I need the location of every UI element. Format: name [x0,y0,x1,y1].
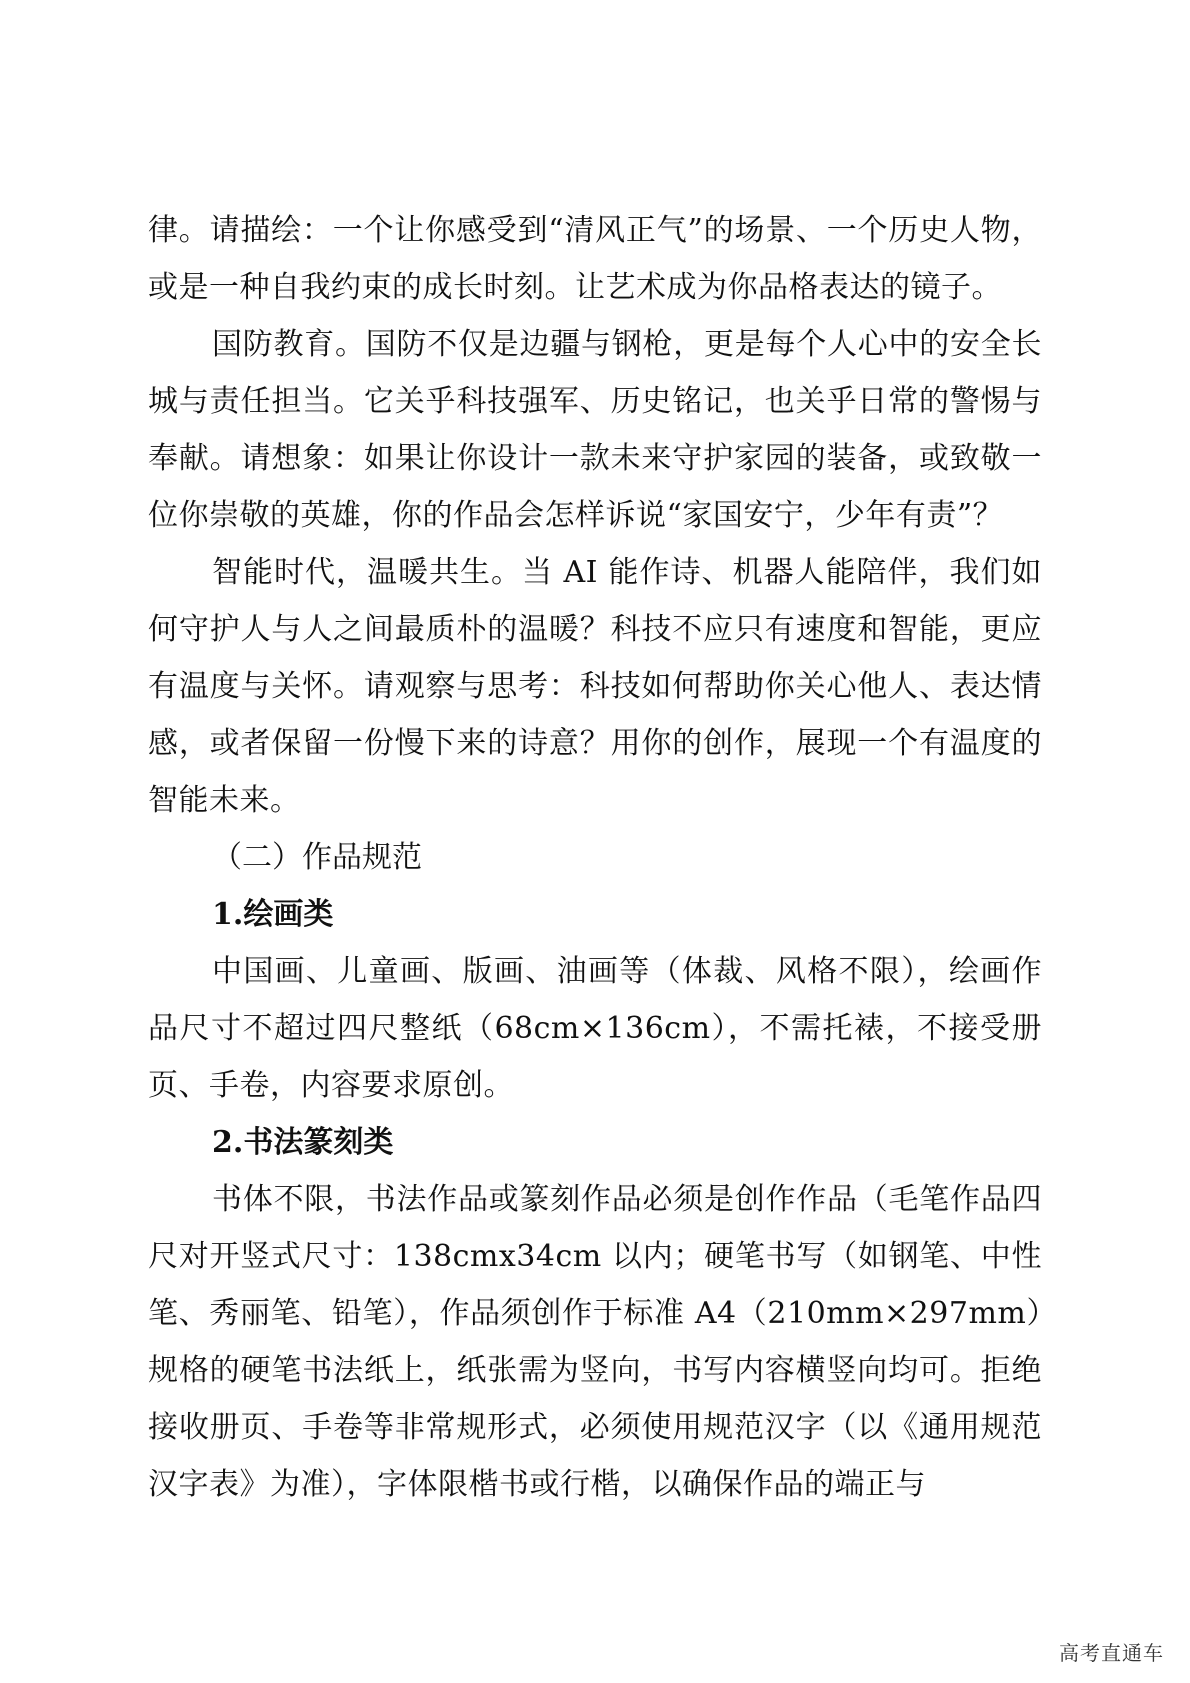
document-body [148,202,1042,1513]
paragraph-national-defense: 国防教育。国防不仅是边疆与钢枪，更是每个人心中的安全长城与责任担当。它关乎科技强军、历史铭记，也关乎日常的警惕与奉献。请想象：如果让你设计一款未来守护家园的装备，或致敬一位你崇敬的英雄，你的作品会怎样诉说“家国安宁，少年有责”？ [148,327,1042,533]
subheading-painting: 1.绘画类 [212,897,334,932]
paragraph-calligraphy: 书体不限，书法作品或篆刻作品必须是创作作品（毛笔作品四尺对开竖式尺寸：138cmx34cm 以内；硬笔书写（如钢笔、中性笔、秀丽笔、铅笔），作品须创作于标准 A4（210mm×297mm）规格的硬笔书法纸上，纸张需为竖向，书写内容横竖向均可。拒绝接收册页、手卷等非常规形式，必须使用规范汉字（以《通用规范汉字表》为准），字体限楷书或行楷，以确保作品的端正与 [148,1182,1042,1502]
paragraph-smart-era: 智能时代，温暖共生。当 AI 能作诗、机器人能陪伴，我们如何守护人与人之间最质朴的温暖？科技不应只有速度和智能，更应有温度与关怀。请观察与思考：科技如何帮助你关心他人、表达情感，或者保留一份慢下来的诗意？用你的创作，展现一个有温度的智能未来。 [148,555,1042,818]
paragraph-continuation: 律。请描绘：一个让你感受到“清风正气”的场景、一个历史人物，或是一种自我约束的成长时刻。让艺术成为你品格表达的镜子。 [148,213,1042,305]
paragraph-painting: 中国画、儿童画、版画、油画等（体裁、风格不限），绘画作品尺寸不超过四尺整纸（68cm×136cm），不需托裱，不接受册页、手卷，内容要求原创。 [148,954,1042,1103]
subheading-calligraphy: 2.书法篆刻类 [212,1125,394,1160]
section-heading-work-specs: （二）作品规范 [212,840,422,875]
watermark-text: 高考直通车 [1059,1641,1164,1665]
